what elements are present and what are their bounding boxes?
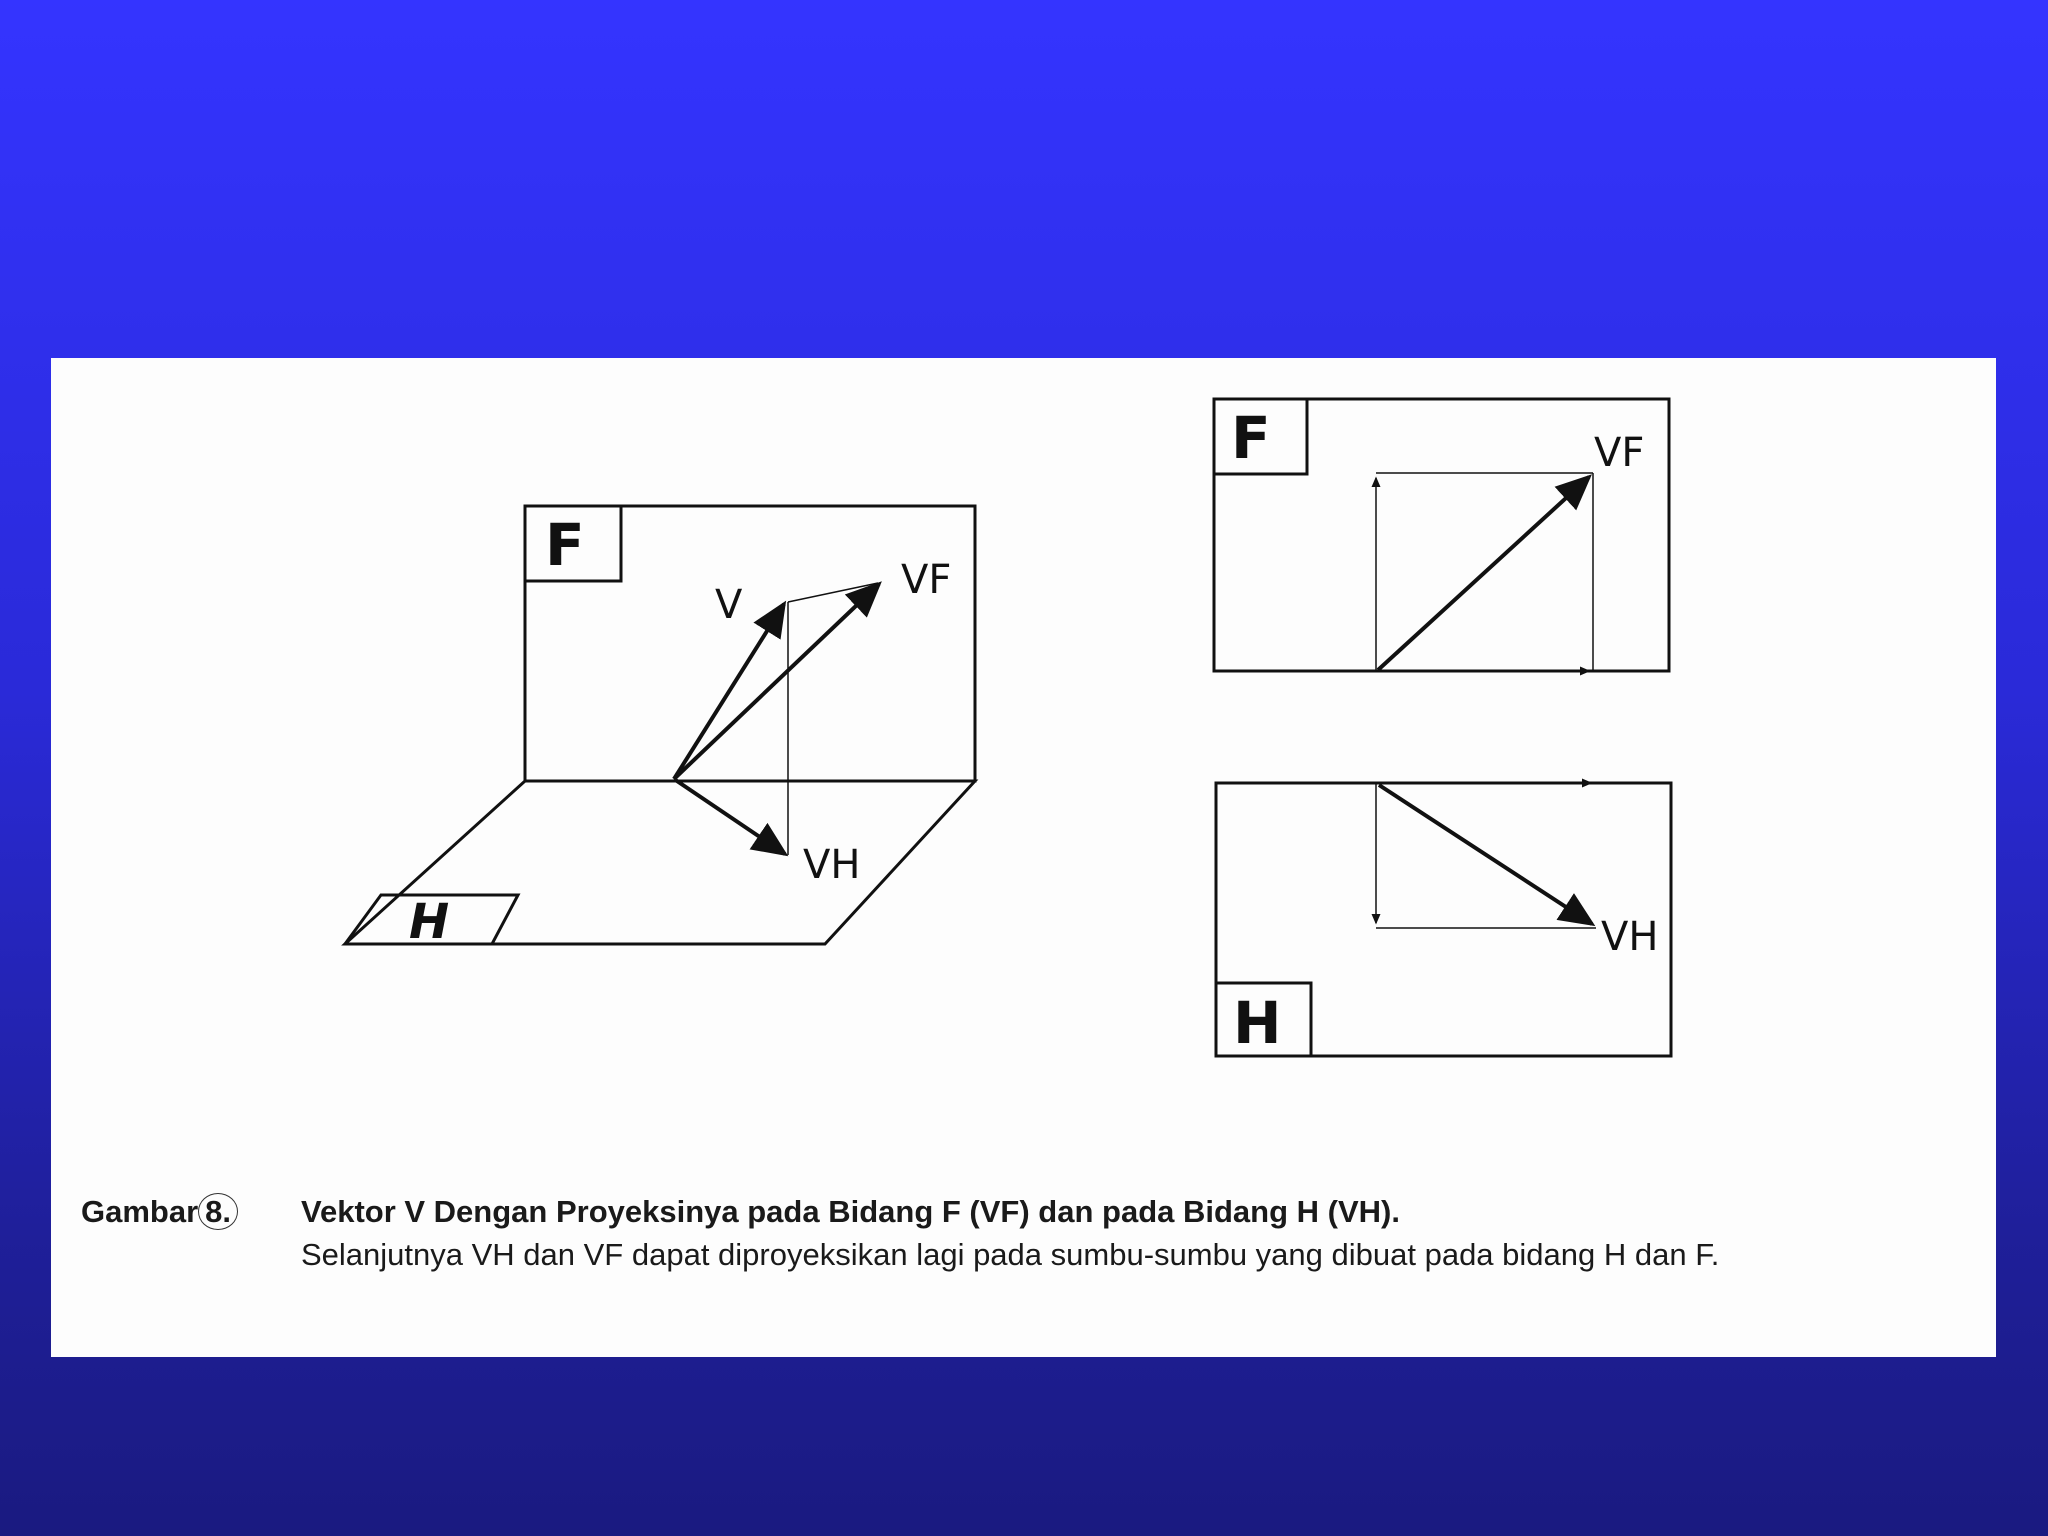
plane-f-label: F [545,511,585,579]
figure-panel [51,358,1996,1357]
caption-body: Selanjutnya VH dan VF dapat diproyeksikan lagi pada sumbu-sumbu yang dibuat pada bidang H dan F. [301,1237,1720,1272]
figure-caption [81,1190,1971,1276]
plane-h-label: H [409,894,450,950]
vector-vf-label: VF [901,557,952,603]
vector-vh-label: VH [803,842,861,888]
caption-number: 8. [198,1193,238,1230]
vector-vh [674,779,785,854]
vector-v-label: V [715,582,743,628]
left-3d-diagram [345,506,975,944]
plane-h-view-vector-label: VH [1601,914,1659,960]
plane-f [525,506,975,781]
plane-f-view-label: F [1231,404,1271,472]
plane-f-view-vector [1378,477,1589,670]
plane-h-view-label: H [1233,989,1282,1057]
plane-f-view-vector-label: VF [1594,430,1645,476]
plane-h-view-vector [1379,785,1592,924]
caption-label-text: Gambar [81,1194,199,1229]
caption-label [81,1190,301,1276]
caption-title: Vektor V Dengan Proyeksinya pada Bidang F (VF) dan pada Bidang H (VH). [301,1194,1400,1229]
